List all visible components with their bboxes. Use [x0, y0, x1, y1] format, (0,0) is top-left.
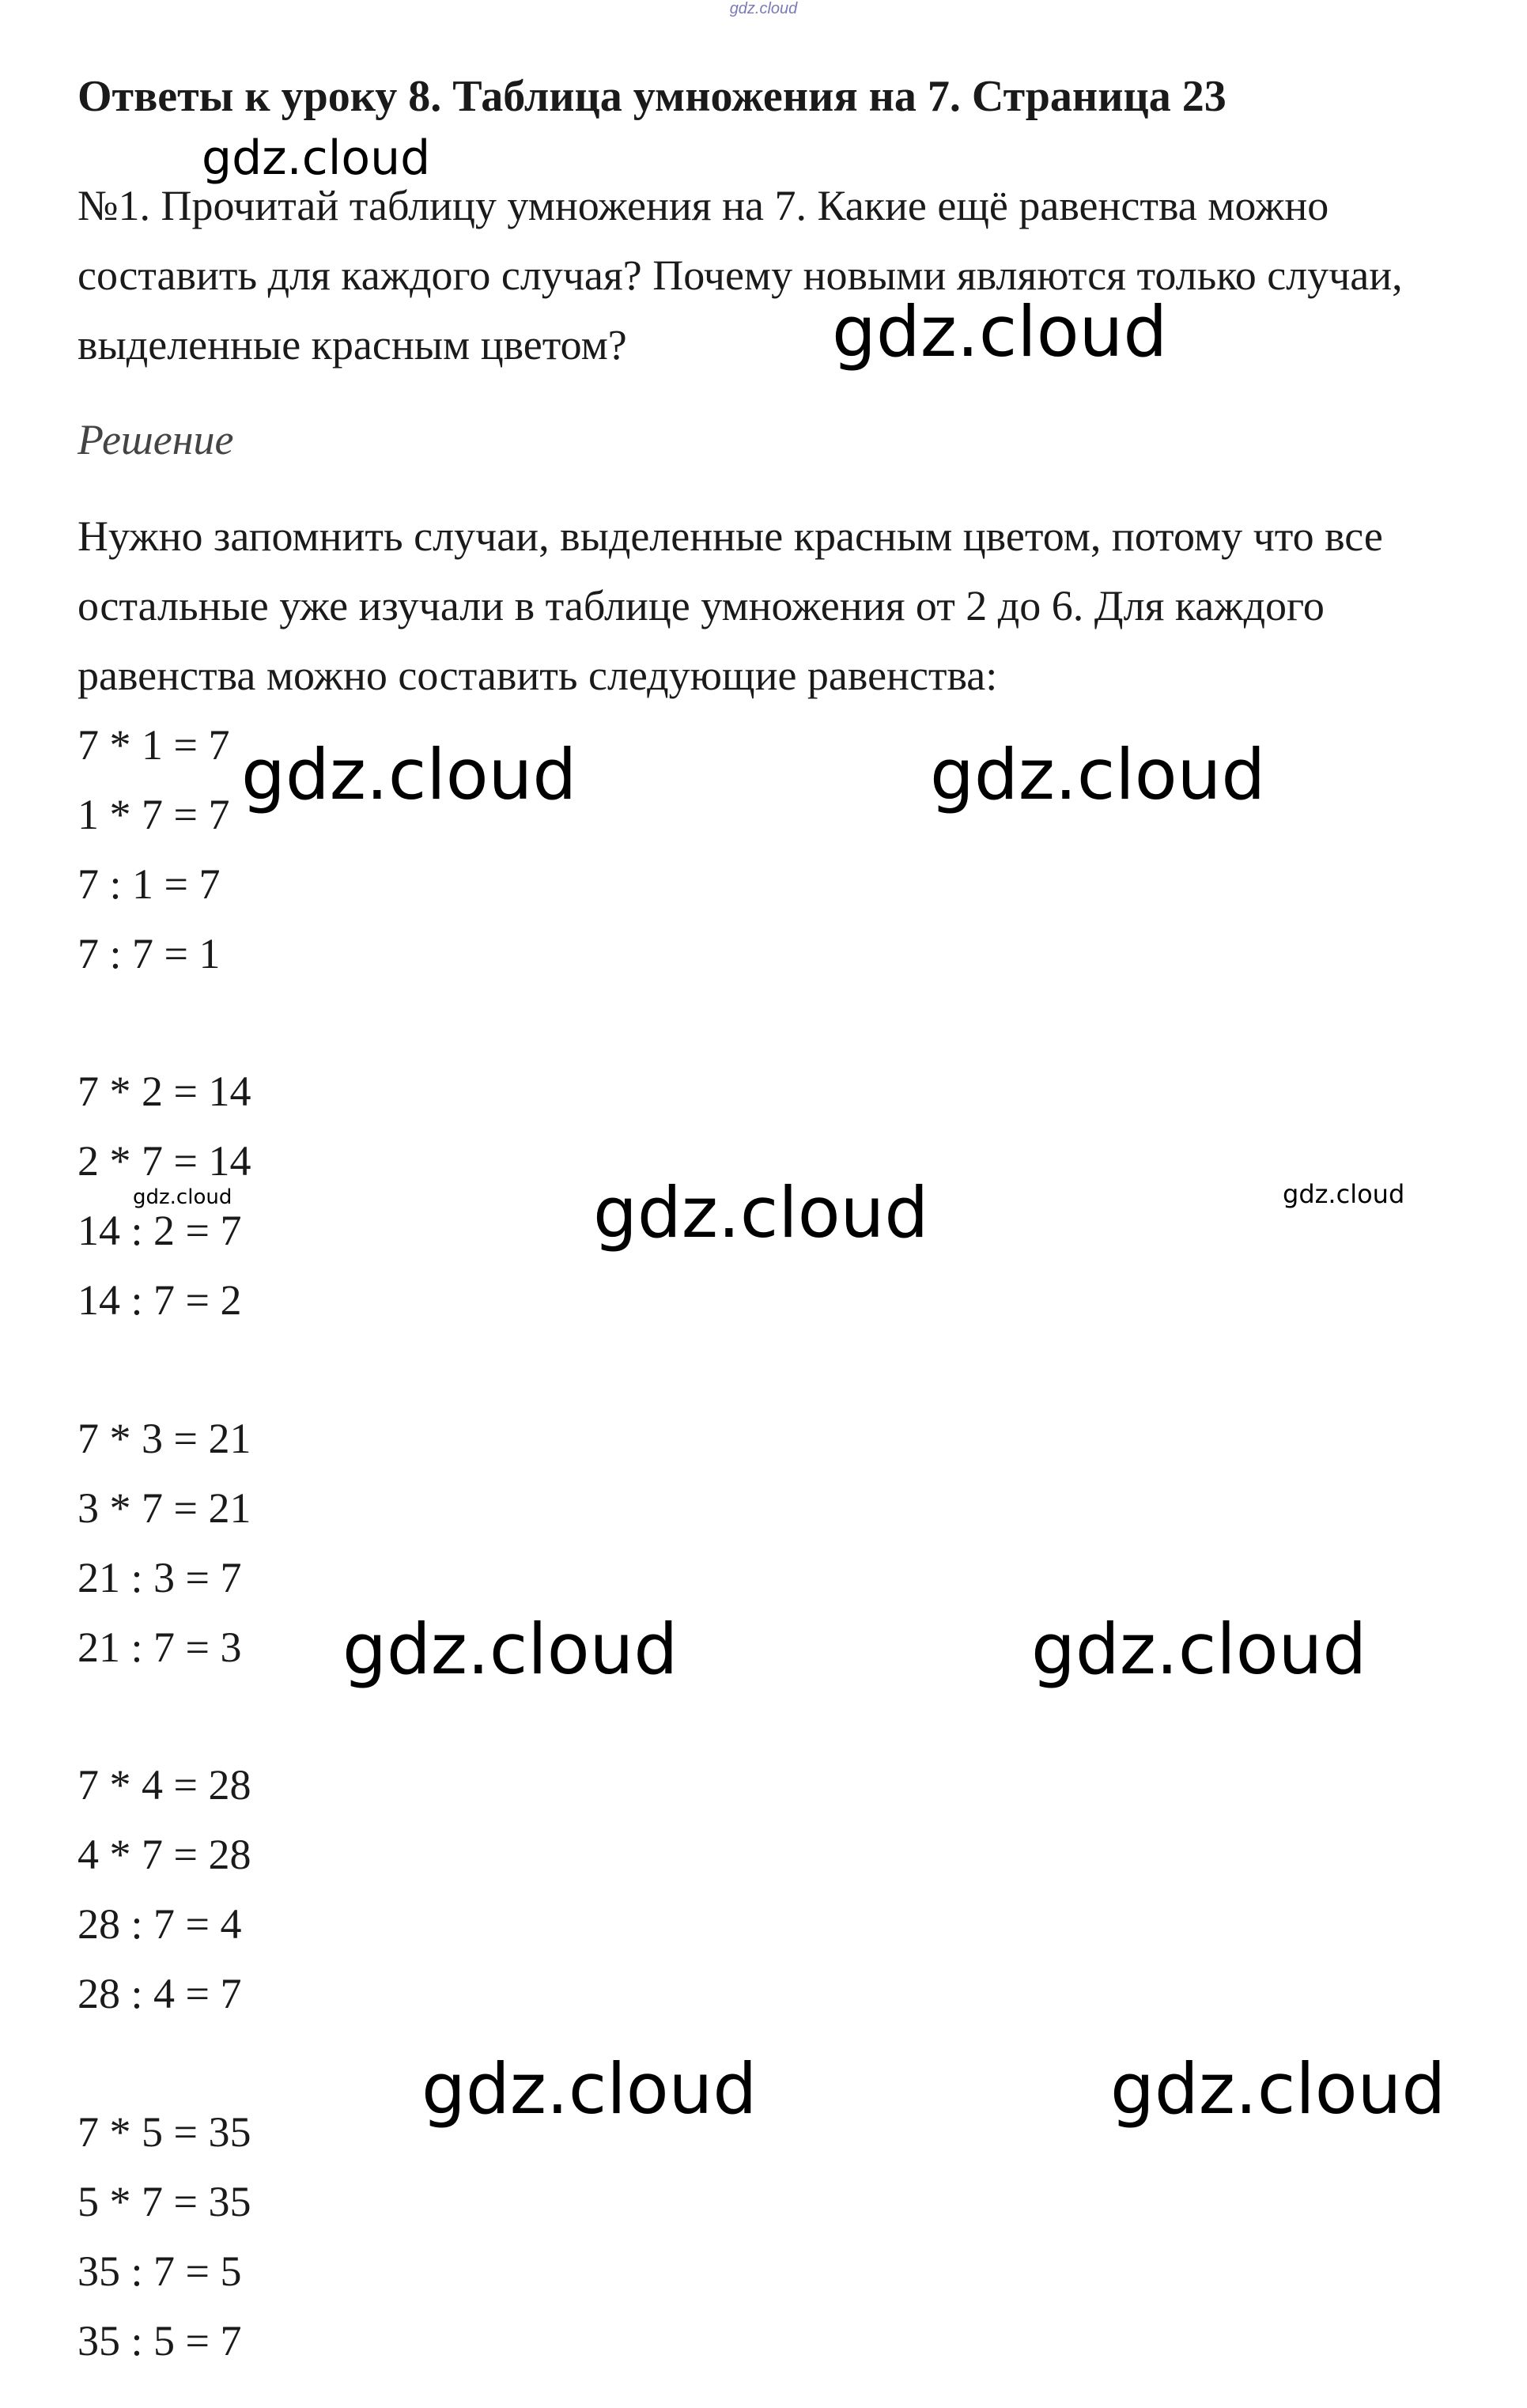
watermark: gdz.cloud	[421, 2048, 758, 2130]
solution-label: Решение	[77, 416, 234, 463]
equation-line: 7 : 7 = 1	[77, 930, 221, 977]
equation-line: 14 : 2 = 7	[77, 1207, 242, 1254]
answer-text: Нужно запомнить случаи, выделенные красным цветом, потому что все остальные уже изучали в таблице умножения от 2 до 6. Для каждого равенства можно составить следующие равенства:	[77, 512, 1383, 699]
equation-line: 1 * 7 = 7	[77, 791, 230, 838]
equation-line: 21 : 7 = 3	[77, 1624, 242, 1671]
watermark: gdz.cloud	[342, 1608, 678, 1690]
equation-line: 35 : 7 = 5	[77, 2247, 242, 2295]
equation-line: 5 * 7 = 35	[77, 2178, 251, 2225]
watermark: gdz.cloud	[133, 1185, 232, 1209]
equation-line: 21 : 3 = 7	[77, 1554, 242, 1601]
equation-line: 2 * 7 = 14	[77, 1137, 251, 1185]
watermark: gdz.cloud	[832, 291, 1168, 372]
equation-line: 7 * 2 = 14	[77, 1068, 251, 1115]
equation-line: 7 * 5 = 35	[77, 2108, 251, 2156]
page-title: Ответы к уроку 8. Таблица умножения на 7. Страница 23	[77, 72, 1227, 121]
equation-line: 14 : 7 = 2	[77, 1276, 242, 1324]
task-text: №1. Прочитай таблицу умножения на 7. Какие ещё равенства можно составить для каждого случая? Почему новыми являются только случаи, выделенные красным цветом?	[77, 182, 1403, 369]
watermark: gdz.cloud	[593, 1172, 929, 1253]
equation-line: 28 : 4 = 7	[77, 1970, 242, 2017]
watermark: gdz.cloud	[202, 130, 431, 186]
watermark: gdz.cloud	[1283, 1179, 1405, 1209]
equation-line: 7 : 1 = 7	[77, 860, 221, 908]
equation-line: 28 : 7 = 4	[77, 1900, 242, 1948]
equation-line: 4 * 7 = 28	[77, 1831, 251, 1878]
watermark: gdz.cloud	[241, 734, 577, 815]
top-watermark: gdz.cloud	[729, 0, 798, 17]
equation-line: 3 * 7 = 21	[77, 1484, 251, 1532]
equation-line: 7 * 4 = 28	[77, 1761, 251, 1809]
watermark: gdz.cloud	[1110, 2048, 1446, 2130]
equation-line: 7 * 1 = 7	[77, 721, 230, 769]
watermark: gdz.cloud	[930, 734, 1266, 815]
equation-line: 7 * 3 = 21	[77, 1415, 251, 1462]
watermark: gdz.cloud	[1031, 1608, 1367, 1690]
equation-line: 35 : 5 = 7	[77, 2317, 242, 2365]
